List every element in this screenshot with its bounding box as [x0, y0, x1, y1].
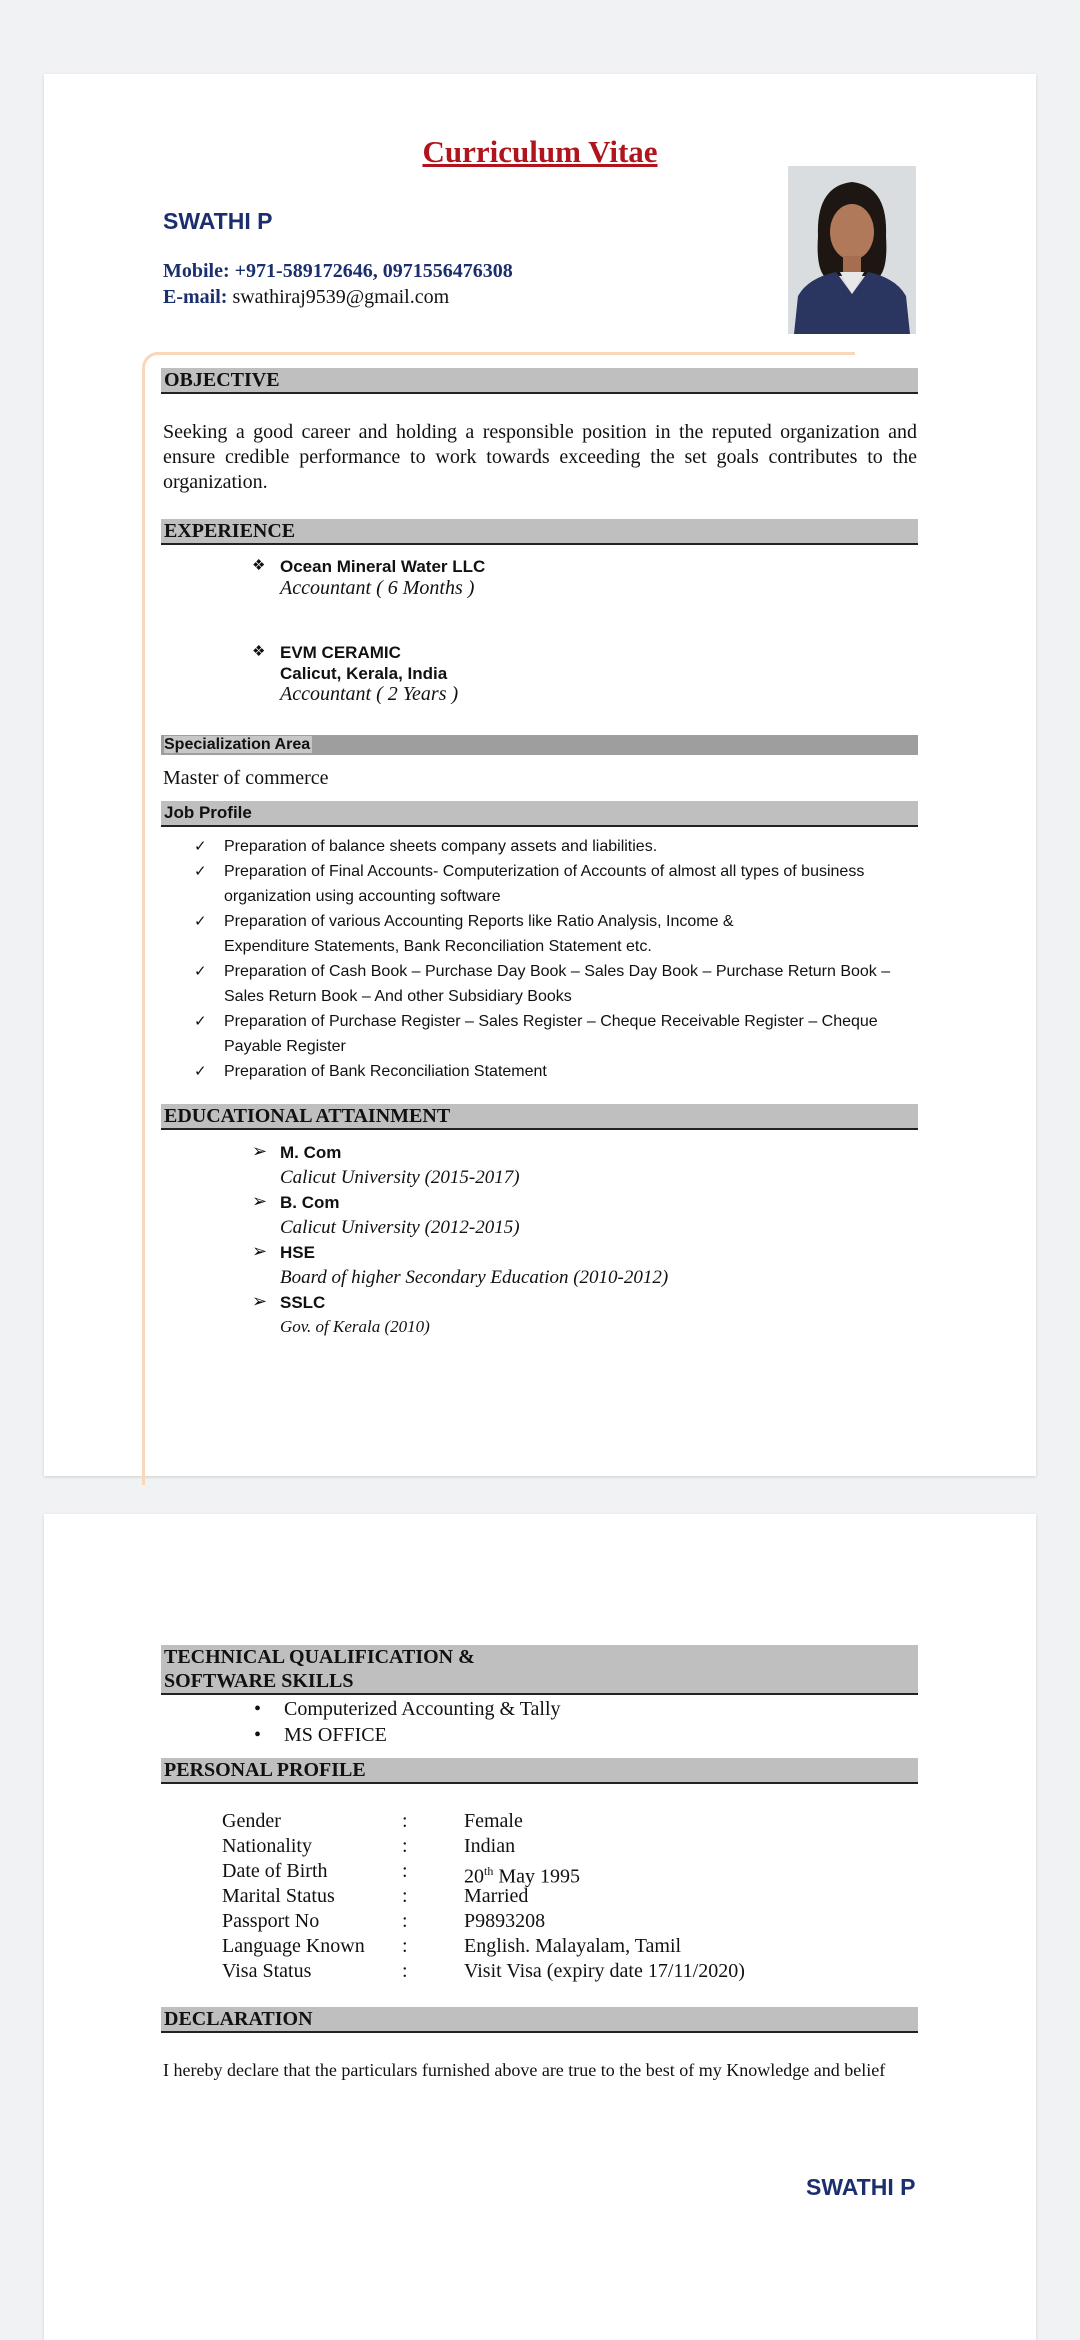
profile-key: Date of Birth: [222, 1860, 328, 1882]
list-item: [194, 834, 934, 859]
profile-separator: :: [402, 1910, 408, 1932]
dob-suffix: th: [484, 1864, 494, 1878]
job-profile-list: [194, 834, 934, 1084]
job-item-text: Preparation of balance sheets company assets and liabilities.: [224, 838, 658, 855]
declaration-text: I hereby declare that the particulars furnished above are true to the best of my Knowledge and belief: [163, 2060, 886, 2080]
job-role: Accountant ( 2 Years ): [280, 683, 459, 705]
institution-name: Board of higher Secondary Education (2010-2012): [280, 1267, 669, 1288]
email-value: swathiraj9539@gmail.com: [232, 286, 450, 308]
profile-value: Visit Visa (expiry date 17/11/2020): [464, 1960, 745, 1982]
job-role: Accountant ( 6 Months ): [280, 577, 475, 599]
personal-profile-heading: PERSONAL PROFILE: [161, 1758, 918, 1784]
profile-value: Married: [464, 1885, 529, 1907]
arrow-bullet-icon: ➢: [252, 1241, 268, 1262]
profile-key: Visa Status: [222, 1960, 312, 1982]
email-label: E-mail:: [163, 286, 228, 308]
job-item-text: Preparation of various Accounting Reports like Ratio Analysis, Income & Expenditure Statements, Bank Reconciliation Statement etc.: [224, 913, 734, 955]
profile-separator: :: [402, 1935, 408, 1957]
technical-heading-line1: TECHNICAL QUALIFICATION &: [164, 1646, 475, 1668]
company-name: EVM CERAMIC: [280, 643, 401, 662]
objective-heading: OBJECTIVE: [161, 368, 918, 394]
list-item: [194, 859, 934, 909]
job-item-text: Preparation of Purchase Register – Sales Register – Cheque Receivable Register – Cheque Payable Register: [224, 1013, 878, 1055]
specialization-heading-text: Specialization Area: [164, 736, 311, 753]
dob-rest: May 1995: [493, 1865, 581, 1888]
institution-name: Gov. of Kerala (2010): [280, 1317, 430, 1336]
profile-key: Passport No: [222, 1910, 320, 1932]
institution-name: Calicut University (2015-2017): [280, 1167, 520, 1188]
arrow-bullet-icon: ➢: [252, 1141, 268, 1162]
institution-name: Calicut University (2012-2015): [280, 1217, 520, 1238]
experience-heading: EXPERIENCE: [161, 519, 918, 545]
list-item: [194, 1009, 934, 1059]
profile-value: English. Malayalam, Tamil: [464, 1935, 682, 1957]
specialization-heading: [161, 735, 918, 755]
technical-heading-line2: SOFTWARE SKILLS: [164, 1670, 354, 1692]
profile-key: Marital Status: [222, 1885, 335, 1907]
job-item-text: Preparation of Bank Reconciliation Statement: [224, 1063, 547, 1080]
mobile-value: +971-589172646, 0971556476308: [234, 260, 513, 282]
checkmark-icon: ✓: [194, 862, 207, 880]
profile-key: Nationality: [222, 1835, 312, 1857]
resume-page-1: [44, 74, 1036, 1476]
degree-name: SSLC: [280, 1293, 326, 1312]
declaration-heading: DECLARATION: [161, 2007, 918, 2033]
dob-day: 20: [464, 1865, 484, 1888]
profile-separator: :: [402, 1960, 408, 1982]
profile-value: P9893208: [464, 1910, 546, 1932]
education-heading: EDUCATIONAL ATTAINMENT: [161, 1104, 918, 1130]
candidate-name: SWATHI P: [163, 208, 273, 234]
profile-photo: [788, 166, 916, 334]
job-item-text: Preparation of Final Accounts- Computerization of Accounts of almost all types of business organization using accounting software: [224, 863, 865, 905]
profile-value: Indian: [464, 1835, 516, 1857]
list-item: • MS OFFICE: [254, 1722, 561, 1748]
profile-key: Gender: [222, 1810, 281, 1832]
skills-list: [254, 1696, 561, 1748]
resume-page-2: [44, 1514, 1036, 2340]
company-name: Ocean Mineral Water LLC: [280, 557, 486, 576]
diamond-bullet-icon: ❖: [252, 644, 266, 660]
profile-separator: :: [402, 1860, 408, 1882]
degree-name: HSE: [280, 1243, 315, 1262]
list-item: • Computerized Accounting & Tally: [254, 1696, 561, 1722]
company-location: Calicut, Kerala, India: [280, 664, 448, 683]
profile-key: Language Known: [222, 1935, 365, 1957]
checkmark-icon: ✓: [194, 1062, 207, 1080]
degree-name: M. Com: [280, 1143, 342, 1162]
list-item: [194, 909, 934, 959]
diamond-bullet-icon: ❖: [252, 558, 266, 574]
profile-separator: :: [402, 1885, 408, 1907]
checkmark-icon: ✓: [194, 912, 207, 930]
checkmark-icon: ✓: [194, 1012, 207, 1030]
document-title: Curriculum Vitae: [422, 134, 658, 169]
objective-text: Seeking a good career and holding a responsible position in the reputed organization and ensure credible performance to work towards exceeding the set goals contributes to the organization.: [163, 421, 917, 493]
email-line: [163, 286, 449, 309]
signature-name: SWATHI P: [806, 2174, 916, 2200]
arrow-bullet-icon: ➢: [252, 1291, 268, 1312]
profile-separator: :: [402, 1835, 408, 1857]
job-item-text: Preparation of Cash Book – Purchase Day Book – Sales Day Book – Purchase Return Book – Sales Return Book – And other Subsidiary Books: [224, 963, 891, 1005]
job-profile-heading: Job Profile: [161, 801, 918, 827]
technical-heading: [161, 1645, 918, 1695]
specialization-text: Master of commerce: [163, 767, 329, 789]
mobile-line: [163, 260, 513, 283]
mobile-label: Mobile:: [163, 260, 230, 282]
checkmark-icon: ✓: [194, 962, 207, 980]
list-item: [194, 959, 934, 1009]
list-item: [194, 1059, 934, 1084]
profile-separator: :: [402, 1810, 408, 1832]
arrow-bullet-icon: ➢: [252, 1191, 268, 1212]
profile-value: Female: [464, 1810, 523, 1832]
checkmark-icon: ✓: [194, 837, 207, 855]
degree-name: B. Com: [280, 1193, 340, 1212]
